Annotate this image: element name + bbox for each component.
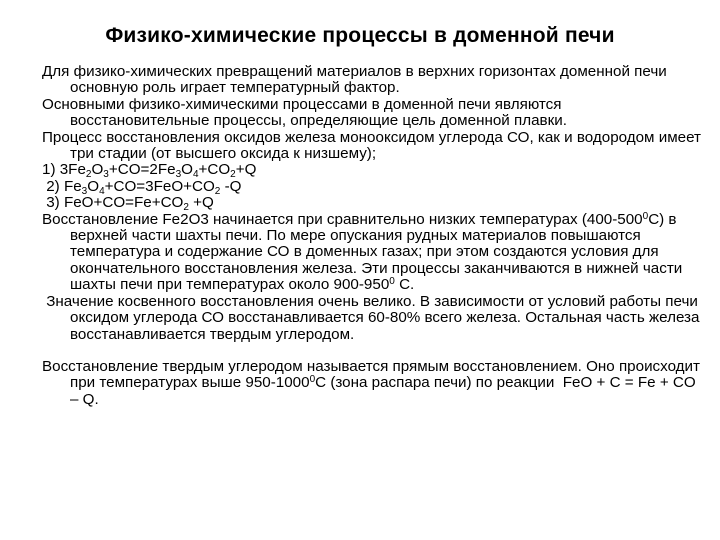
paragraph-reduction-processes: Основными физико-химическими процессами в доменной печи являются восстановительные процессы, определяющие цель доменной плавки. (42, 95, 567, 130)
equation-stage-3: 3) $FeO+CO=Fe+CO_2 +Q$ (42, 194, 214, 214)
paragraph-three-stages: Процесс восстановления оксидов железа монооксидом углерода СО, как и водородом имеет три стадии (от высшего оксида к низшему); (42, 128, 701, 163)
page-title: Физико-химические процессы в доменной печи (105, 24, 615, 47)
paragraph-temperature-factor: Для физико-химических превращений материалов в верхних горизонтах доменной печи основную роль играет температурный фактор. (42, 63, 667, 97)
slide-body (42, 64, 702, 408)
paragraph-indirect-reduction: Значение косвенного восстановления очень велико. В зависимости от условий работы печи оксидом углерода СО восстанавливается 60-80% всего железа. Остальная часть железа восстанавливается твердым углеродом. (42, 292, 704, 343)
paragraph-direct-reduction: Восстановление твердым углеродом называется прямым восстановлением. Оно происходит при температурах выше 950-1000$^0$С (зона распара печи) по реакции FeO + C = Fe + CO – Q. (42, 357, 700, 408)
equation-stage-1: 1) $3Fe_2O_3+CO=2Fe_3O_4+CO_2+Q$ (42, 161, 257, 181)
equation-stage-2: 2) $Fe_3O_4+CO=3FeO+CO_2$ -Q (42, 177, 242, 197)
paragraph-fe2o3-reduction: Восстановление Fe2O3 начинается при сравнительно низких температурах $(400-500^0С)$ в верхней части шахты печи. По мере опускания рудных материалов повышаются температура и содержание СО в доменных газах; при этом создаются условия для окончательного восстановления железа. Эти процессы заканчиваются в нижней части шахты печи при температурах около $900-950^0$ С. (42, 210, 683, 294)
